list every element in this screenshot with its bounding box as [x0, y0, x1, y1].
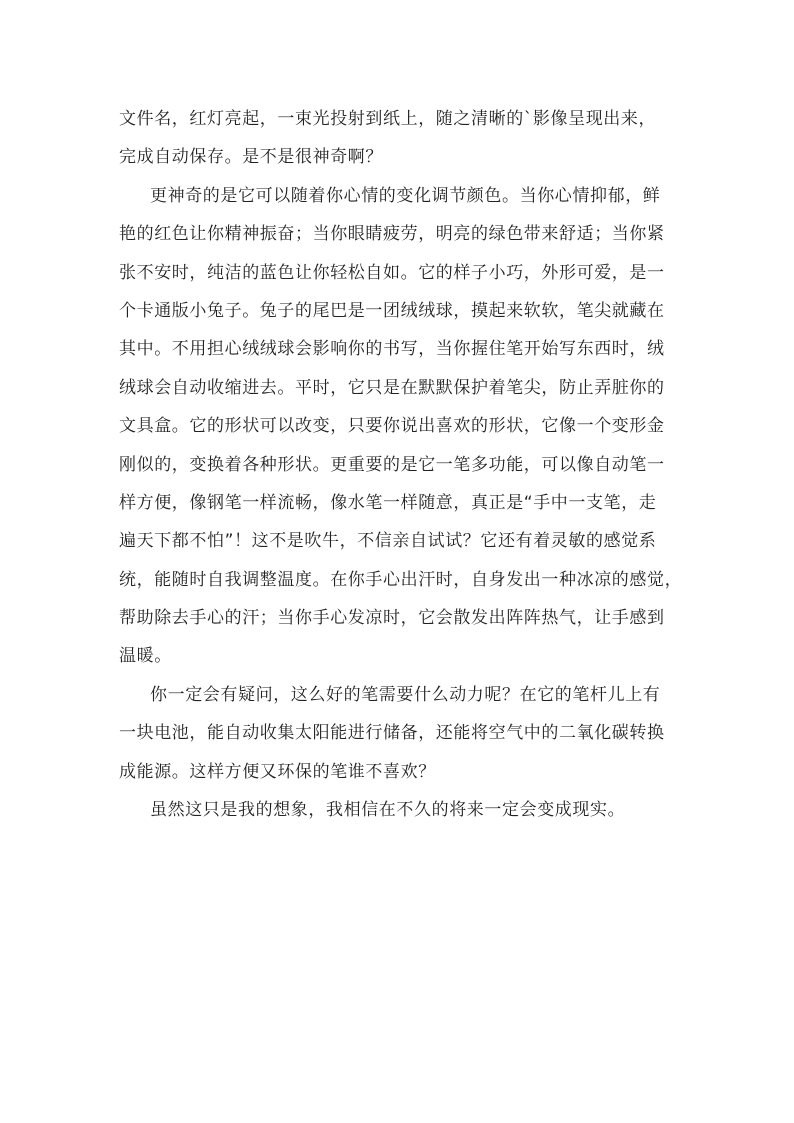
text-line: 个卡通版小兔子。兔子的尾巴是一团绒绒球，摸起来软软，笔尖就藏在	[119, 300, 665, 321]
text-line: 艳的红色让你精神振奋；当你眼睛疲劳，明亮的绿色带来舒适；当你紧	[119, 224, 665, 245]
text-line: 统，能随时自我调整温度。在你手心出汗时，自身发出一种冰凉的感觉，	[119, 569, 683, 590]
text-line: 张不安时，纯洁的蓝色让你轻松自如。它的样子小巧，外形可爱，是一	[119, 262, 665, 283]
text-line: 遍天下都不怕”！这不是吹牛，不信亲自试试？它还有着灵敏的感觉系	[119, 531, 657, 552]
text-line: 文件名，红灯亮起，一束光投射到纸上，随之清晰的`影像呈现出来，	[119, 109, 657, 129]
paragraph-start-line: 你一定会有疑问，这么好的笔需要什么动力呢？在它的笔杆儿上有	[150, 684, 661, 705]
text-line: 文具盒。它的形状可以改变，只要你说出喜欢的形状，它像一个变形金	[119, 416, 665, 437]
text-line: 一块电池，能自动收集太阳能进行储备，还能将空气中的二氧化碳转换	[119, 723, 665, 744]
essay-body	[119, 100, 684, 829]
text-line: 刚似的，变换着各种形状。更重要的是它一笔多功能，可以像自动笔一	[119, 454, 665, 475]
paragraph-start-line: 虽然这只是我的想象，我相信在不久的将来一定会变成现实。	[150, 800, 626, 821]
text-line: 绒球会自动收缩进去。平时，它只是在默默保护着笔尖，防止弄脏你的	[119, 377, 665, 398]
text-line: 成能源。这样方便又环保的笔谁不喜欢？	[119, 761, 436, 782]
text-line: 温暖。	[119, 646, 172, 667]
text-line: 完成自动保存。是不是很神奇啊？	[119, 147, 383, 168]
text-line: 帮助除去手心的汗；当你手心发凉时，它会散发出阵阵热气，让手感到	[119, 608, 665, 629]
paragraph-start-line: 更神奇的是它可以随着你心情的变化调节颜色。当你心情抑郁，鲜	[150, 185, 661, 206]
text-line: 其中。不用担心绒绒球会影响你的书写，当你握住笔开始写东西时，绒	[119, 339, 665, 360]
text-line: 样方便，像钢笔一样流畅，像水笔一样随意，真正是“手中一支笔，走	[119, 492, 657, 513]
